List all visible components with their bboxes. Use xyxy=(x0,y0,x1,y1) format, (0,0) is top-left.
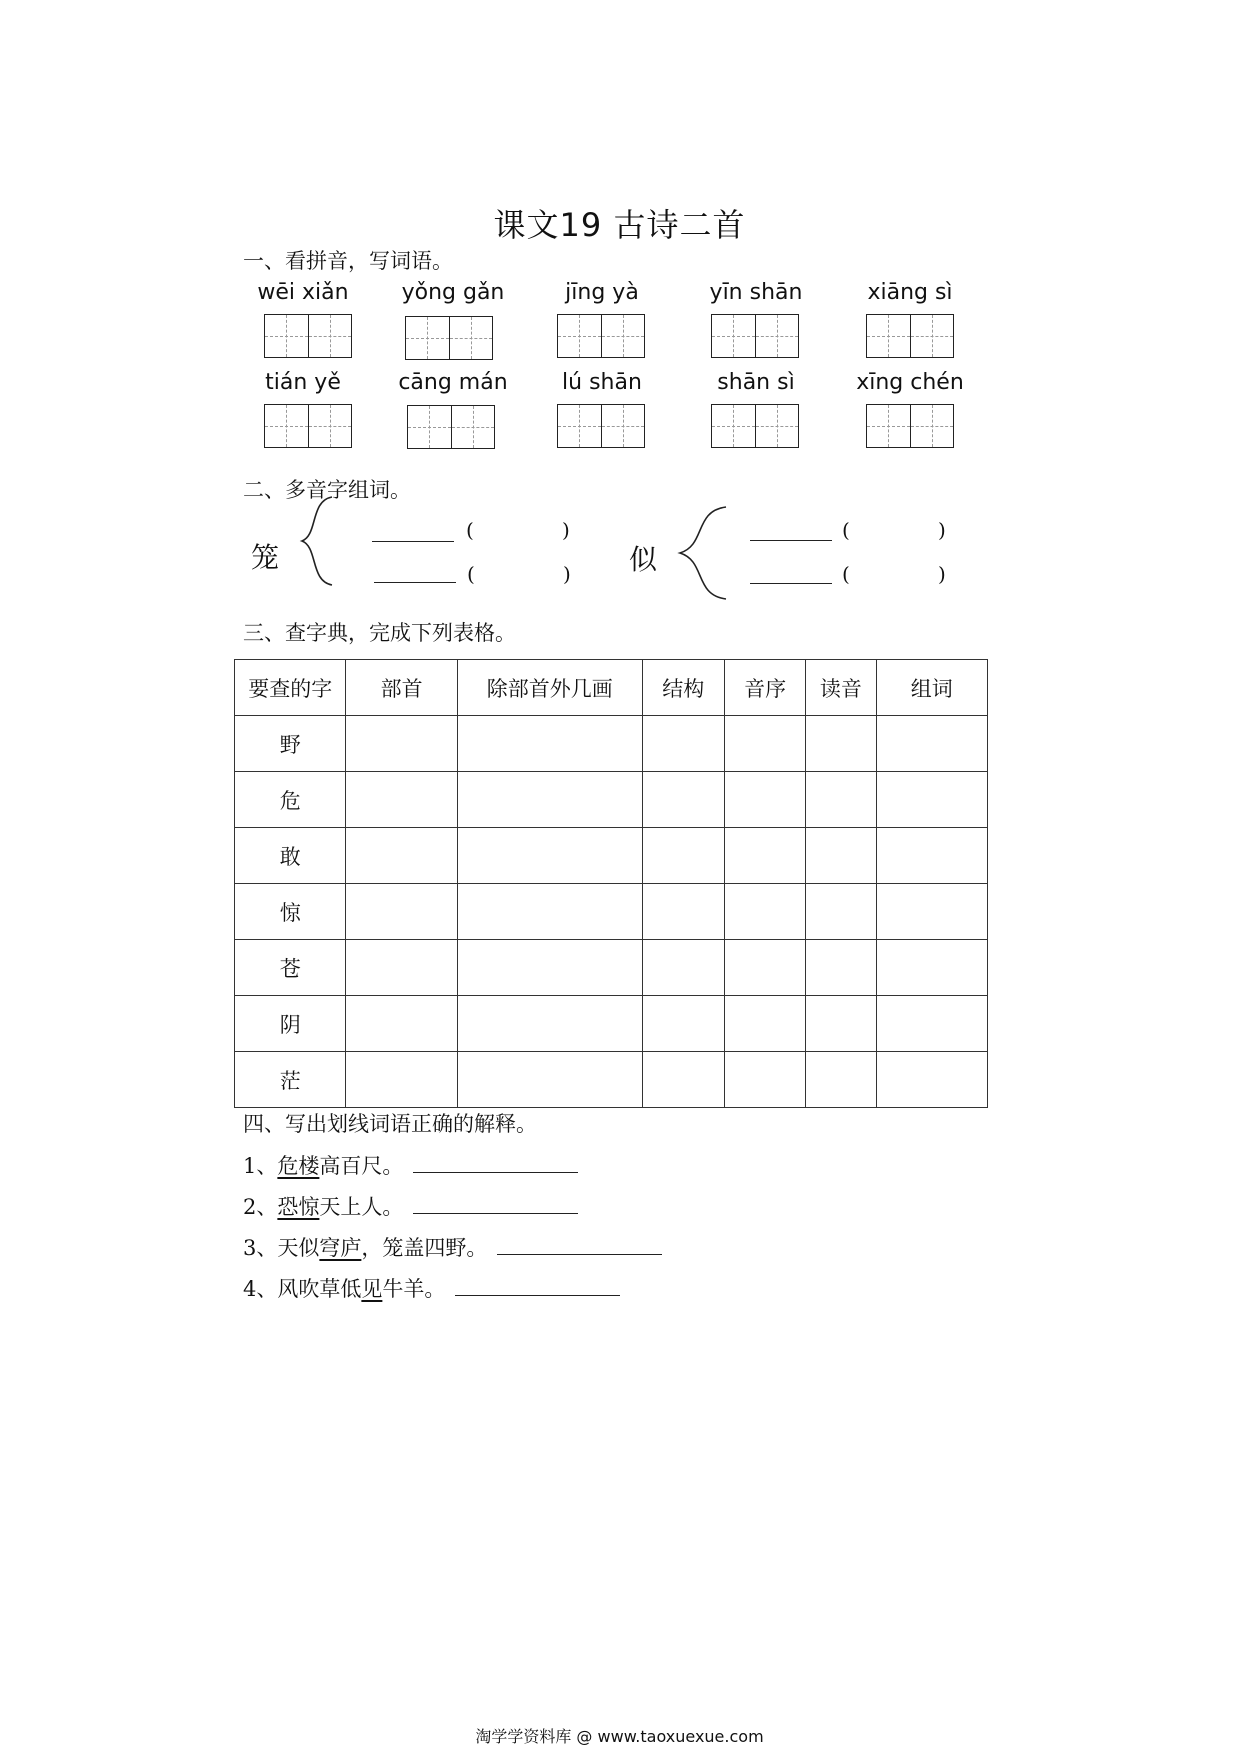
answer-cell[interactable] xyxy=(876,772,988,828)
table-row xyxy=(235,716,988,772)
answer-cell[interactable] xyxy=(346,1052,457,1108)
answer-blank[interactable] xyxy=(750,583,832,584)
question-1 xyxy=(243,1150,578,1180)
writing-grid[interactable] xyxy=(264,314,352,358)
answer-cell[interactable] xyxy=(806,716,876,772)
column-header: 除部首外几画 xyxy=(457,660,642,716)
answer-cell[interactable] xyxy=(724,1052,805,1108)
lookup-char: 敢 xyxy=(235,828,346,884)
question-number: 1、 xyxy=(243,1154,278,1178)
answer-cell[interactable] xyxy=(642,940,724,996)
answer-blank[interactable] xyxy=(374,582,456,583)
underlined-word: 见 xyxy=(361,1277,383,1301)
lookup-char: 野 xyxy=(235,716,346,772)
answer-cell[interactable] xyxy=(346,772,457,828)
answer-cell[interactable] xyxy=(642,716,724,772)
writing-grid[interactable] xyxy=(711,404,799,448)
answer-cell[interactable] xyxy=(724,772,805,828)
answer-cell[interactable] xyxy=(642,1052,724,1108)
answer-blank[interactable] xyxy=(750,540,832,541)
lookup-char: 苍 xyxy=(235,940,346,996)
question-text: 天上人。 xyxy=(319,1195,404,1219)
question-3 xyxy=(243,1232,662,1262)
table-row xyxy=(235,828,988,884)
pinyin-label: xīng chén xyxy=(856,370,964,395)
answer-cell[interactable] xyxy=(876,1052,988,1108)
question-text: ，笼盖四野。 xyxy=(361,1236,488,1260)
writing-grid[interactable] xyxy=(264,404,352,448)
answer-line[interactable] xyxy=(413,1154,578,1173)
answer-line[interactable] xyxy=(497,1236,662,1255)
brace-icon xyxy=(298,495,338,587)
underlined-word: 危楼 xyxy=(277,1154,320,1178)
question-4 xyxy=(243,1273,620,1303)
paren-open: ( xyxy=(466,518,474,542)
answer-cell[interactable] xyxy=(806,940,876,996)
column-header: 部首 xyxy=(346,660,457,716)
answer-cell[interactable] xyxy=(876,884,988,940)
pinyin-label: xiāng sì xyxy=(867,280,953,305)
lookup-char: 茫 xyxy=(235,1052,346,1108)
pinyin-label: yīn shān xyxy=(709,280,803,305)
answer-cell[interactable] xyxy=(806,772,876,828)
paren-open: ( xyxy=(842,562,850,586)
answer-line[interactable] xyxy=(455,1277,620,1296)
table-row xyxy=(235,940,988,996)
underlined-word: 恐惊 xyxy=(277,1195,320,1219)
answer-cell[interactable] xyxy=(346,940,457,996)
paren-close: ) xyxy=(938,518,946,542)
pinyin-label: wēi xiǎn xyxy=(257,280,349,305)
page-title: 课文19 古诗二首 xyxy=(493,206,746,244)
column-header: 结构 xyxy=(642,660,724,716)
column-header: 要查的字 xyxy=(235,660,346,716)
question-text: 高百尺。 xyxy=(319,1154,404,1178)
answer-cell[interactable] xyxy=(346,828,457,884)
writing-grid[interactable] xyxy=(557,314,645,358)
pinyin-label: yǒng gǎn xyxy=(401,280,505,305)
pinyin-label: tián yě xyxy=(265,370,341,395)
answer-cell[interactable] xyxy=(876,996,988,1052)
polyphone-char: 似 xyxy=(629,543,658,576)
answer-cell[interactable] xyxy=(642,828,724,884)
question-text: 牛羊。 xyxy=(382,1277,446,1301)
answer-cell[interactable] xyxy=(642,772,724,828)
answer-cell[interactable] xyxy=(457,716,642,772)
answer-cell[interactable] xyxy=(876,716,988,772)
pinyin-label: jīng yà xyxy=(565,280,639,305)
answer-cell[interactable] xyxy=(806,828,876,884)
answer-cell[interactable] xyxy=(457,884,642,940)
answer-cell[interactable] xyxy=(876,828,988,884)
table-header-row xyxy=(235,660,988,716)
answer-cell[interactable] xyxy=(457,996,642,1052)
writing-grid[interactable] xyxy=(405,316,493,360)
answer-cell[interactable] xyxy=(457,1052,642,1108)
question-number: 2、 xyxy=(243,1195,278,1219)
writing-grid[interactable] xyxy=(866,314,954,358)
answer-line[interactable] xyxy=(413,1195,578,1214)
answer-cell[interactable] xyxy=(457,772,642,828)
column-header: 读音 xyxy=(806,660,876,716)
writing-grid[interactable] xyxy=(407,405,495,449)
brace-icon xyxy=(676,505,730,601)
table-row xyxy=(235,996,988,1052)
pinyin-label: cāng mán xyxy=(398,370,508,395)
table-row xyxy=(235,772,988,828)
underlined-word: 穹庐 xyxy=(319,1236,362,1260)
dictionary-table xyxy=(234,659,988,1108)
table-row xyxy=(235,1052,988,1108)
answer-cell[interactable] xyxy=(346,716,457,772)
writing-grid[interactable] xyxy=(557,404,645,448)
paren-close: ) xyxy=(562,518,570,542)
question-text: 风吹草低 xyxy=(277,1277,362,1301)
answer-cell[interactable] xyxy=(642,884,724,940)
section-4-heading: 四、写出划线词语正确的解释。 xyxy=(243,1112,537,1136)
lookup-char: 阴 xyxy=(235,996,346,1052)
lookup-char: 惊 xyxy=(235,884,346,940)
table-row xyxy=(235,884,988,940)
paren-close: ) xyxy=(563,562,571,586)
answer-blank[interactable] xyxy=(372,541,454,542)
writing-grid[interactable] xyxy=(866,404,954,448)
answer-cell[interactable] xyxy=(457,940,642,996)
column-header: 组词 xyxy=(876,660,988,716)
paren-open: ( xyxy=(467,562,475,586)
answer-cell[interactable] xyxy=(876,940,988,996)
section-1-heading: 一、看拼音，写词语。 xyxy=(243,249,453,273)
answer-cell[interactable] xyxy=(806,884,876,940)
column-header: 音序 xyxy=(724,660,805,716)
question-2 xyxy=(243,1191,578,1221)
answer-cell[interactable] xyxy=(806,1052,876,1108)
paren-close: ) xyxy=(938,562,946,586)
answer-cell[interactable] xyxy=(724,940,805,996)
question-number: 3、 xyxy=(243,1236,278,1260)
answer-cell[interactable] xyxy=(346,884,457,940)
polyphone-char: 笼 xyxy=(251,541,280,574)
paren-open: ( xyxy=(842,518,850,542)
answer-cell[interactable] xyxy=(806,996,876,1052)
answer-cell[interactable] xyxy=(724,996,805,1052)
answer-cell[interactable] xyxy=(724,716,805,772)
footer-credit: 淘学学资料库 @ www.taoxuexue.com xyxy=(475,1727,764,1746)
writing-grid[interactable] xyxy=(711,314,799,358)
answer-cell[interactable] xyxy=(346,996,457,1052)
question-text: 天似 xyxy=(277,1236,320,1260)
answer-cell[interactable] xyxy=(457,828,642,884)
section-3-heading: 三、查字典，完成下列表格。 xyxy=(243,621,516,645)
answer-cell[interactable] xyxy=(724,884,805,940)
pinyin-label: lú shān xyxy=(562,370,642,395)
lookup-char: 危 xyxy=(235,772,346,828)
answer-cell[interactable] xyxy=(724,828,805,884)
section-2-heading: 二、多音字组词。 xyxy=(243,478,411,502)
pinyin-label: shān sì xyxy=(717,370,795,395)
question-number: 4、 xyxy=(243,1277,278,1301)
answer-cell[interactable] xyxy=(642,996,724,1052)
